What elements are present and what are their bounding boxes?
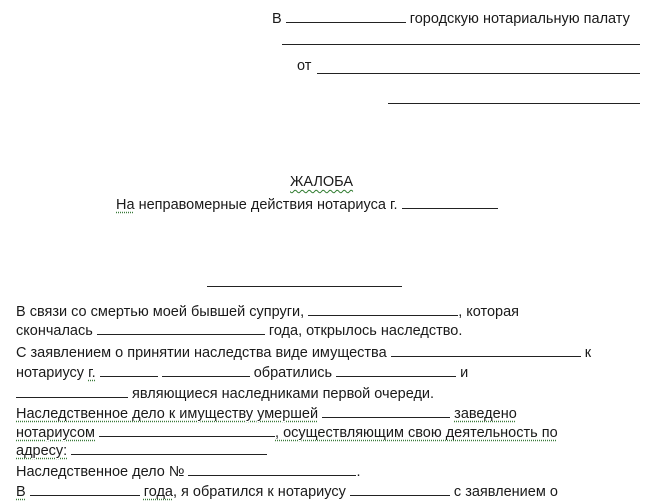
body-line-6 (16, 403, 517, 423)
text: , осуществляющим свою деятельность по (275, 425, 558, 441)
addressee-blank-line (282, 44, 640, 45)
blank (336, 362, 456, 377)
body-line-3 (16, 342, 591, 362)
blank (100, 362, 158, 377)
city-blank-2 (402, 194, 498, 209)
body-line-10 (16, 481, 558, 501)
text: г. (88, 365, 96, 381)
body-line-2 (16, 320, 462, 340)
blank (97, 320, 265, 335)
text: В (16, 484, 26, 500)
text: являющиеся наследниками первой очереди. (132, 386, 435, 402)
sender-prefix: от (297, 58, 312, 74)
text: обратились (253, 365, 333, 381)
blank (16, 383, 128, 398)
text: . (356, 464, 361, 480)
sender-blank-line (317, 73, 640, 74)
text: нотариусу (16, 365, 85, 381)
document-subtitle (116, 194, 498, 214)
text: адресу: (16, 443, 68, 459)
text: года (143, 484, 173, 500)
blank (391, 342, 581, 357)
body-line-5 (16, 383, 434, 403)
text: , я обратился к нотариусу (172, 484, 346, 500)
body-line-4 (16, 362, 468, 382)
subtitle-text: неправомерные действия нотариуса г. (138, 197, 398, 213)
sender-extra-line (388, 103, 640, 104)
addressee-prefix: В (272, 11, 282, 27)
document-title (290, 173, 353, 191)
text: , которая (458, 304, 520, 320)
text: Наследственное дело № (16, 464, 185, 480)
title-heading: ЖАЛОБА (290, 174, 354, 190)
text: В связи со смертью моей бывшей супруги, (16, 304, 305, 320)
body-line-7 (16, 422, 558, 442)
text: Наследственное дело к имуществу умершей (16, 406, 319, 422)
chamber-name: городскую нотариальную палату (409, 11, 630, 27)
text: скончалась (16, 323, 93, 339)
blank (350, 481, 450, 496)
blank (162, 362, 250, 377)
blank (99, 422, 275, 437)
text: к (584, 345, 592, 361)
text: года, открылось наследство. (268, 323, 463, 339)
blank (188, 461, 356, 476)
signature-line (207, 286, 402, 287)
blank (30, 481, 140, 496)
subtitle-prefix: На (116, 197, 135, 213)
blank (71, 440, 267, 455)
text: заведено (454, 406, 517, 422)
blank (322, 403, 450, 418)
text: и (460, 365, 469, 381)
text: с заявлением о (453, 484, 558, 500)
addressee-line (272, 8, 630, 28)
body-line-8 (16, 440, 267, 460)
city-blank (286, 8, 406, 23)
text: нотариусом (16, 425, 95, 441)
blank (308, 301, 458, 316)
body-line-9 (16, 461, 361, 481)
text: С заявлением о принятии наследства виде имущества (16, 345, 387, 361)
sender-line (297, 57, 311, 75)
body-line-1 (16, 301, 519, 321)
